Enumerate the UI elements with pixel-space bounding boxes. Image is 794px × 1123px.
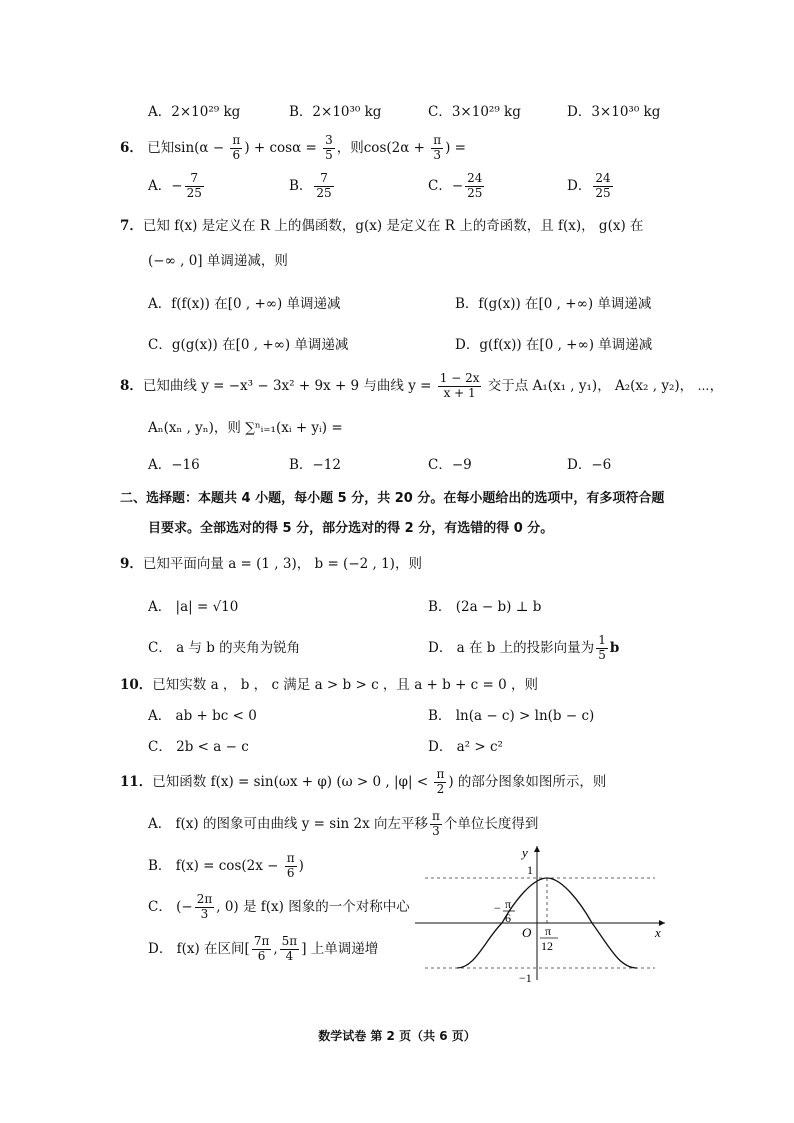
q11-option-a: A． f(x) 的图象可由曲线 y = sin 2x 向左平移 $\frac{\pi}{3}$ 个单位长度得到: [148, 809, 539, 838]
q5-option-a: A．2×10²⁹ kg: [148, 104, 241, 120]
question-number: 10．: [120, 677, 153, 693]
q7-option-d: D．g(f(x)) 在[0 , +∞) 单调递减: [455, 337, 653, 353]
q10-option-c: C． 2b < a − c: [148, 739, 249, 755]
tick-label-pi2: π: [545, 924, 552, 938]
q6-stem-part: ，则cos(2α +: [336, 139, 430, 156]
q6-stem: [120, 134, 466, 163]
q7-stem-line1: 7．已知 f(x) 是定义在 R 上的偶函数，g(x) 是定义在 R 上的奇函数，且 f(x)， g(x) 在: [120, 218, 644, 234]
q9-option-b: B． (2a − b) ⊥ b: [428, 599, 542, 615]
fraction: $\frac{\pi}{3}$: [433, 133, 442, 162]
q9-option-c: C． a 与 b 的夹角为锐角: [148, 640, 301, 656]
neg-sign: −: [494, 901, 501, 915]
q6-option-a: A．− $\frac{7}{25}$: [148, 171, 202, 200]
tick-label-twelve: 12: [541, 939, 553, 953]
q7-option-a: A．f(f(x)) 在[0 , +∞) 单调递减: [148, 296, 341, 312]
q6-option-b: B． $\frac{7}{25}$: [289, 171, 332, 200]
q6-stem-part: ) =: [445, 139, 466, 156]
q6-stem-part: ) + cosα =: [244, 139, 322, 156]
q8-option-b: B．−12: [289, 457, 341, 473]
q10-stem: 10．已知实数 a ， b ， c 满足 a > b > c ，且 a + b + c = 0 ，则: [120, 677, 539, 693]
q5-option-c: C．3×10²⁹ kg: [428, 104, 521, 120]
section-heading-line2: 目要求。全部选对的得 5 分，部分选对的得 2 分，有选错的得 0 分。: [148, 521, 554, 536]
q5-option-b: B．2×10³⁰ kg: [289, 104, 382, 120]
min-value-label: −1: [519, 971, 532, 985]
q6-option-d: D． $\frac{24}{25}$: [567, 171, 611, 200]
q11-option-d: D． f(x) 在区间[ $\frac{7\pi}{6}$ , $\frac{5\pi}{4}$ ] 上单调递增: [148, 934, 379, 963]
question-number: 11．: [120, 773, 153, 790]
q8-option-d: D．−6: [567, 457, 612, 473]
question-number: 7．: [120, 218, 143, 234]
x-axis-label: x: [655, 925, 661, 940]
q11-option-c: C． (− $\frac{2\pi}{3}$ , 0) 是 f(x) 图象的一个对称中心: [148, 892, 410, 921]
q6-option-c: C．− $\frac{24}{25}$: [428, 171, 483, 200]
q8-option-a: A．−16: [148, 457, 200, 473]
q8-stem-line1: 8．已知曲线 y = −x³ − 3x² + 9x + 9 与曲线 y = $\frac{1 - 2x}{x + 1}$ 交于点 A₁(x₁ , y₁)， A₂(x₂ , y₂)， ⋯，: [120, 371, 724, 400]
question-number: 6．: [120, 139, 143, 156]
question-number: 8．: [120, 377, 143, 394]
origin-label: O: [522, 925, 532, 940]
question-number: 9．: [120, 556, 143, 572]
q6-stem-part: 已知sin(α −: [147, 139, 229, 156]
tick-label-six: 6: [505, 911, 511, 925]
sine-graph: [415, 840, 675, 990]
tick-label-pi: π: [505, 897, 512, 911]
q9-option-a: A． |a| = √10: [148, 599, 239, 615]
q8-option-c: C．−9: [428, 457, 472, 473]
q11-stem: 11．已知函数 f(x) = sin(ωx + φ) (ω > 0 , |φ| < $\frac{\pi}{2}$ ) 的部分图象如图所示，则: [120, 767, 607, 796]
q7-option-c: C．g(g(x)) 在[0 , +∞) 单调递减: [148, 337, 349, 353]
max-value-label: 1: [527, 863, 533, 877]
fraction: $\frac{\pi}{6}$: [232, 133, 241, 162]
q7-stem-line2: (−∞ , 0] 单调递减，则: [148, 253, 288, 269]
q8-stem-line2: Aₙ(xₙ , yₙ)，则 ∑ⁿᵢ₌₁(xᵢ + yᵢ) =: [148, 420, 343, 436]
y-axis-label: y: [522, 845, 528, 860]
q10-option-d: D． a² > c²: [428, 739, 503, 755]
q7-option-b: B．f(g(x)) 在[0 , +∞) 单调递减: [455, 296, 652, 312]
fraction: $\frac{1 - 2x}{x + 1}$: [439, 371, 480, 400]
fraction: $\frac{\pi}{2}$: [436, 767, 445, 796]
q5-option-d: D．3×10³⁰ kg: [567, 104, 661, 120]
q10-option-b: B． ln(a − c) > ln(b − c): [428, 708, 595, 724]
q11-option-b: B． f(x) = cos(2x − $\frac{\pi}{6}$ ): [148, 851, 304, 880]
section-heading-line1: 二、选择题：本题共 4 小题，每小题 5 分，共 20 分。在每小题给出的选项中，有多项符合题: [120, 491, 665, 506]
q9-stem: 9．已知平面向量 a = (1 , 3)， b = (−2 , 1)，则: [120, 556, 422, 572]
q10-option-a: A． ab + bc < 0: [148, 708, 257, 724]
q9-option-d: D． a 在 b 上的投影向量为 $\frac{1}{5}$ b: [428, 633, 620, 662]
fraction: $\frac{3}{5}$: [325, 133, 333, 162]
page-footer: 数学试卷 第 2 页（共 6 页）: [318, 1029, 476, 1043]
